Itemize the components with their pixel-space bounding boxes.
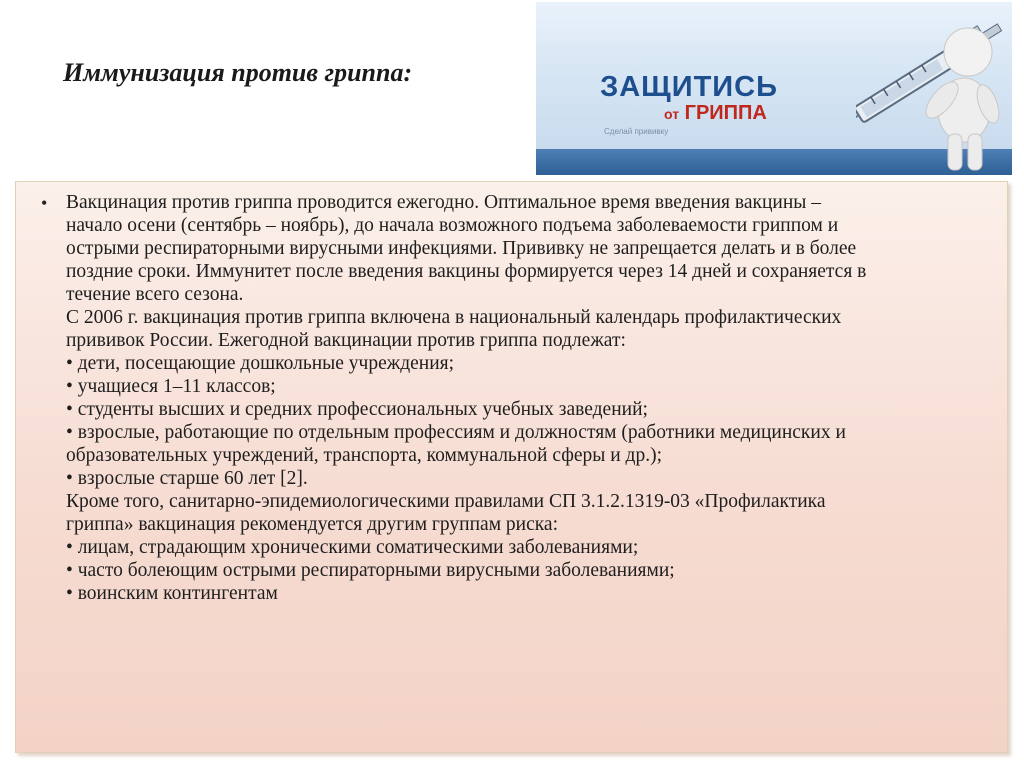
text-line: С 2006 г. вакцинация против гриппа включена в национальный календарь профилактических: [66, 307, 842, 328]
banner-caption: Сделай прививку: [604, 127, 669, 136]
list-item: • учащиеся 1–11 классов;: [66, 376, 276, 397]
list-item: • взрослые старше 60 лет [2].: [66, 468, 308, 489]
text-line: образовательных учреждений, транспорта, коммунальной сферы и др.);: [66, 445, 662, 466]
vaccination-banner-image: [536, 2, 1012, 175]
content-box: [15, 181, 1008, 753]
list-item: • студенты высших и средних профессиональных учебных заведений;: [66, 399, 648, 420]
text-line: острыми респираторными вирусными инфекциями. Прививку не запрещается делать и в более: [66, 238, 857, 259]
text-line: поздние сроки. Иммунитет после введения вакцины формируется через 14 дней и сохраняется в: [66, 261, 867, 282]
list-item: • воинским контингентам: [66, 583, 278, 604]
list-item: • дети, посещающие дошкольные учреждения;: [66, 353, 455, 374]
text-line: прививок России. Ежегодной вакцинации против гриппа подлежат:: [66, 330, 626, 351]
text-line: Кроме того, санитарно-эпидемиологическими правилами СП 3.1.2.1319-03 «Профилактика: [66, 491, 826, 512]
banner-subheadline: [664, 102, 834, 125]
banner-subheadline-main: ГРИППА: [684, 102, 767, 124]
list-item: • взрослые, работающие по отдельным профессиям и должностям (работники медицинских и: [66, 422, 846, 443]
bullet-marker: •: [41, 193, 48, 213]
slide-title: Иммунизация против гриппа:: [63, 58, 413, 87]
figure-with-syringe-icon: [856, 2, 1012, 175]
text-line: начало осени (сентябрь – ноябрь), до начала возможного подъема заболеваемости гриппом и: [66, 215, 839, 236]
banner-subheadline-prefix: от: [664, 106, 680, 122]
text-line: гриппа» вакцинация рекомендуется другим группам риска:: [66, 514, 559, 535]
text-line: Вакцинация против гриппа проводится ежегодно. Оптимальное время введения вакцины –: [66, 192, 821, 213]
list-item: • часто болеющим острыми респираторными вирусными заболеваниями;: [66, 560, 675, 581]
list-item: • лицам, страдающим хроническими соматическими заболеваниями;: [66, 537, 639, 558]
body-text: [66, 191, 1001, 605]
banner-headline: ЗАЩИТИСЬ: [600, 71, 778, 103]
text-line: течение всего сезона.: [66, 284, 244, 305]
banner-text: [544, 72, 834, 136]
